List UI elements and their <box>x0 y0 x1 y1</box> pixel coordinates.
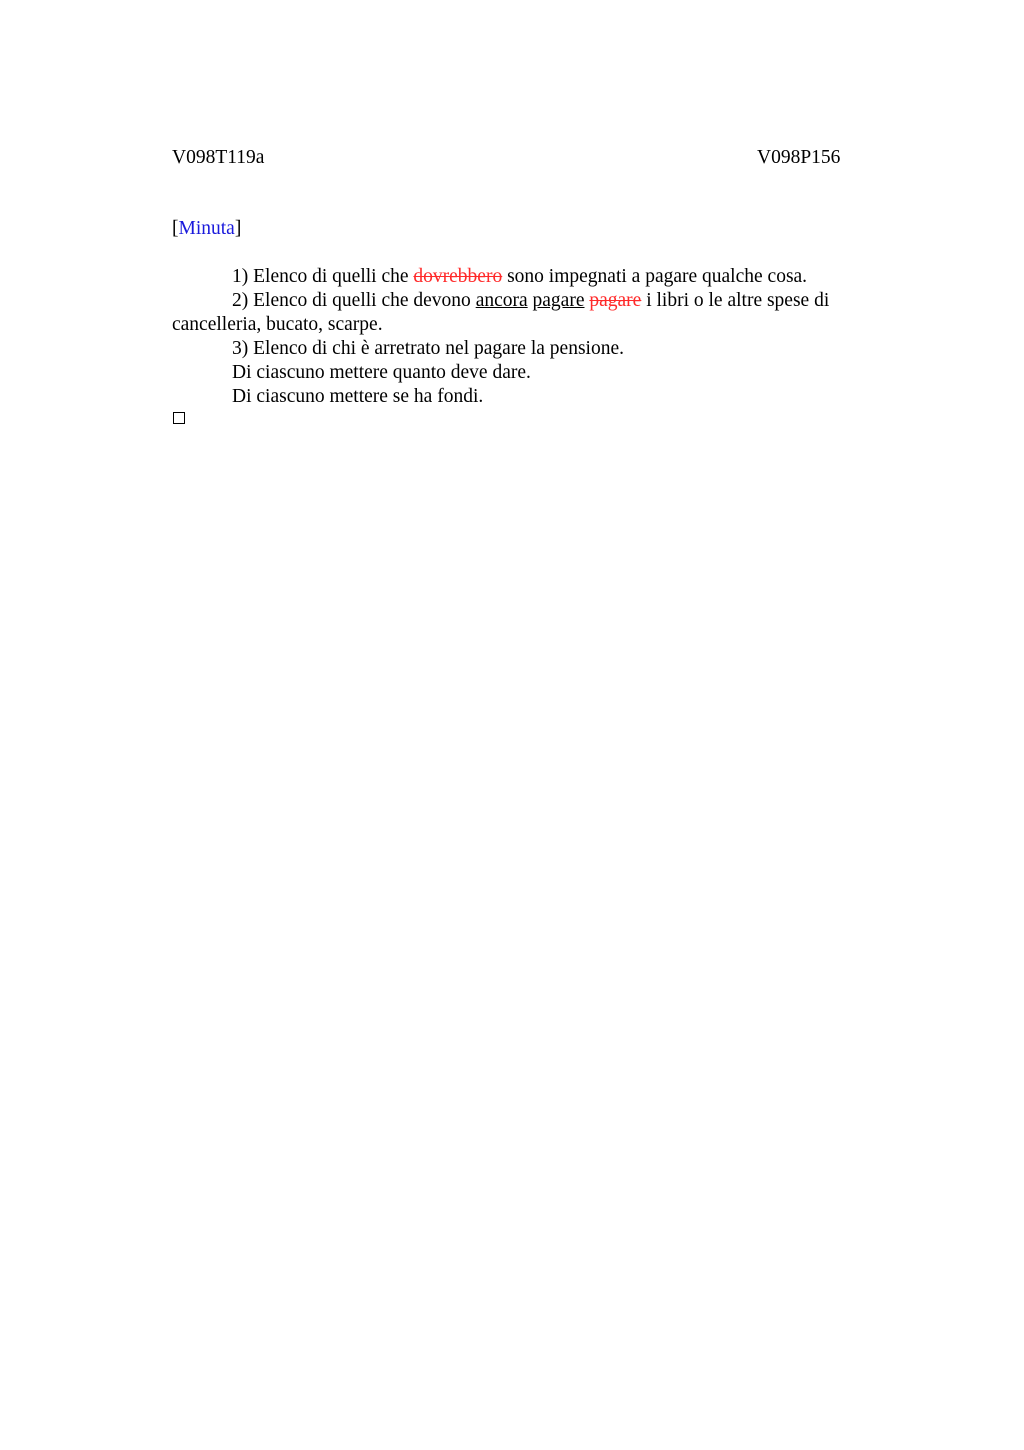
underlined-word: ancora <box>475 290 528 311</box>
paragraph-2-text-a: 2) Elenco di quelli che devono <box>232 290 476 311</box>
paragraph-2-text-b: i libri o le altre spese di cancelleria, bucato, scarpe. <box>172 290 830 335</box>
paragraph-1-text-a: 1) Elenco di quelli che <box>232 266 414 287</box>
paragraph-1 <box>172 265 872 289</box>
label-open-bracket: [ <box>172 218 179 239</box>
end-marker-box-icon <box>173 412 185 424</box>
header-left-code: V098T119a <box>172 147 265 168</box>
paragraph-1-text-b: sono impegnati a pagare qualche cosa. <box>502 266 808 287</box>
header-right-code: V098P156 <box>757 147 841 168</box>
paragraph-2 <box>172 289 872 337</box>
deleted-word: pagare <box>589 290 642 311</box>
document-body <box>172 265 872 409</box>
paragraph-5: Di ciascuno mettere se ha fondi. <box>232 386 484 407</box>
label-close-bracket: ] <box>234 218 242 239</box>
paragraph-4: Di ciascuno mettere quanto deve dare. <box>232 362 531 383</box>
label-minuta: Minuta <box>178 218 235 239</box>
underlined-word: pagare <box>532 290 585 311</box>
deleted-word: dovrebbero <box>413 266 503 287</box>
document-label <box>172 217 241 241</box>
paragraph-3: 3) Elenco di chi è arretrato nel pagare la pensione. <box>232 338 624 359</box>
